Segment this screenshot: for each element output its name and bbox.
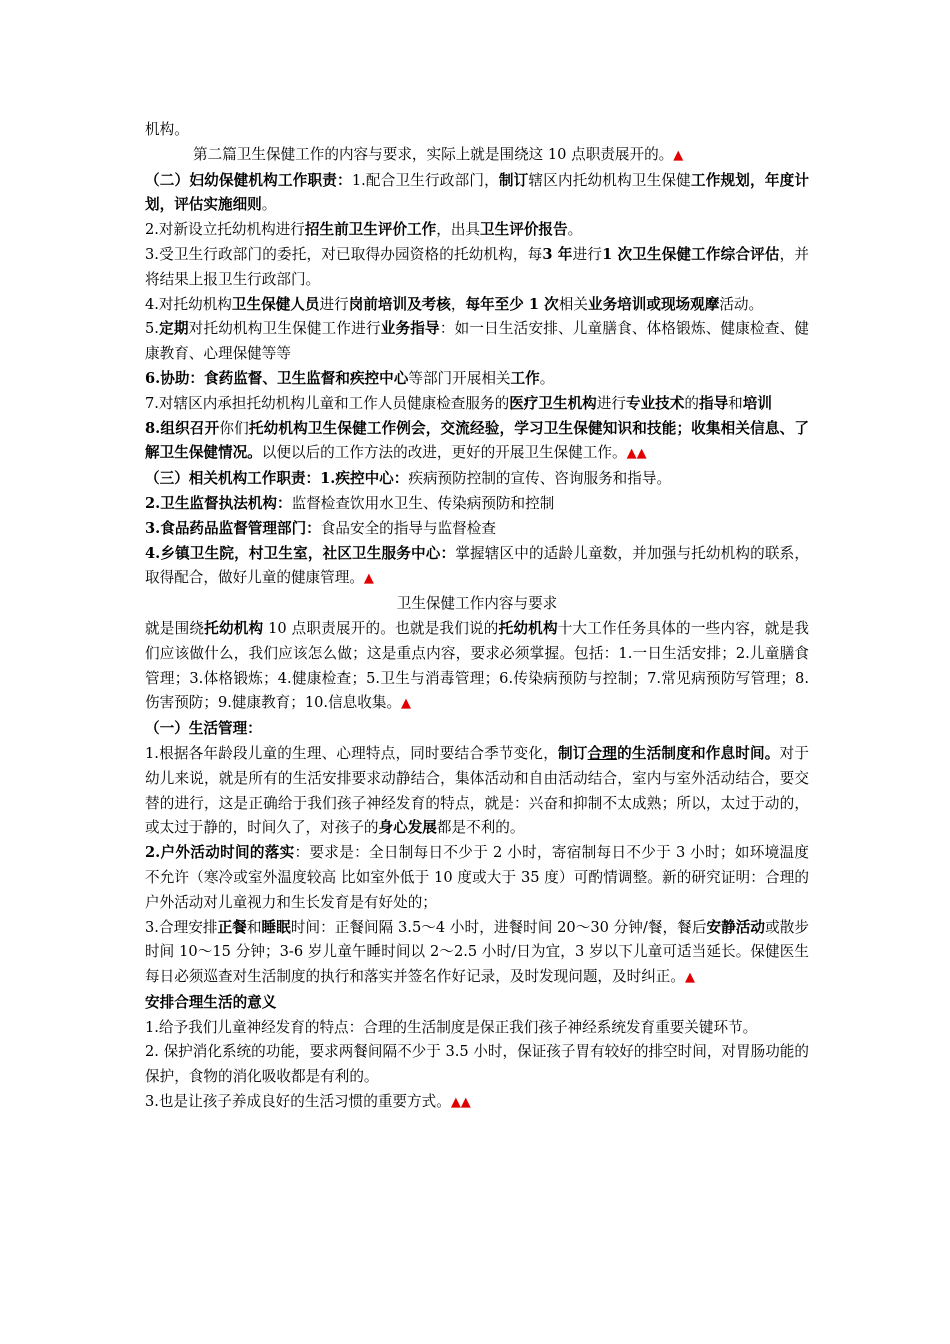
meaning-heading: 安排合理生活的意义: [145, 993, 277, 1011]
meaning-paragraph-1: 1.给予我们儿童神经发育的特点：合理的生活制度是保正我们孩子神经系统发育重要关键环节。: [145, 1018, 758, 1036]
life-paragraph-1: 1.根据各年龄段儿童的生理、心理特点，同时要结合季节变化，制订合理的生活制度和作息时间。对于幼儿来说，就是所有的生活安排要求动静结合，集体活动和自由活动结合，室内与室外活动结合，要交替的进行，这是正确给于我们孩子神经发育的特点，就是：兴奋和抑制不太成熟；所以，太过于动的，或太过于静的，时间久了，对孩子的身心发展都是不利的。: [145, 744, 809, 837]
section-heading: （二）妇幼保健机构工作职责：: [145, 171, 352, 189]
red-triangle-icon: ▲▲: [450, 1095, 471, 1111]
document-page: [145, 118, 809, 1116]
sec2-item5: 5.定期对托幼机构卫生保健工作进行业务指导：如一日生活安排、儿童膳食、体格锻炼、健康检查、健康教育、心理保健等等: [145, 320, 809, 363]
red-triangle-icon: ▲: [401, 696, 412, 712]
life-heading: （一）生活管理：: [145, 720, 262, 738]
red-triangle-icon: ▲: [684, 970, 695, 986]
meaning-paragraph-3: 3.也是让孩子养成良好的生活习惯的重要方式。▲▲: [145, 1093, 471, 1111]
paragraph-line1: 第二篇卫生保健工作的内容与要求，实际上就是围绕这 10 点职责展开的。▲: [193, 145, 684, 163]
red-triangle-icon: ▲: [363, 571, 374, 587]
meaning-paragraph-2: 2. 保护消化系统的功能，要求两餐间隔不少于 3.5 小时，保证孩子胃有较好的排空时间，对胃肠功能的保护，食物的消化吸收都是有利的。: [145, 1043, 809, 1086]
life-paragraph-2: 2.户外活动时间的落实：要求是：全日制每日不少于 2 小时，寄宿制每日不少于 3 小时；如环境温度不允许（寒冷或室外温度较高 比如室外低于 10 度或大于 35 度）可酌情调整。新的研究证明：合理的户外活动对儿童视力和生长发育是有好处的；: [145, 844, 809, 911]
sec2-item6: 6.协助：食药监督、卫生监督和疾控中心等部门开展相关工作。: [145, 369, 555, 387]
sec2-item8: 8.组织召开你们托幼机构卫生保健工作例会，交流经验，学习卫生保健知识和技能；收集相关信息、了解卫生保健情况。以便以后的工作方法的改进，更好的开展卫生保健工作。▲▲: [145, 419, 809, 462]
sec3-item1: （三）相关机构工作职责：1.疾控中心：疾病预防控制的宣传、咨询服务和指导。: [145, 470, 672, 488]
sec3-item4: 4.乡镇卫生院，村卫生室，社区卫生服务中心：掌握辖区中的适龄儿童数，并加强与托幼机构的联系，取得配合，做好儿童的健康管理。▲: [145, 544, 809, 587]
content-title: 卫生保健工作内容与要求: [396, 595, 558, 613]
sec2-item3: 3.受卫生行政部门的委托，对已取得办园资格的托幼机构，每3 年进行1 次卫生保健工作综合评估，并将结果上报卫生行政部门。: [145, 245, 809, 288]
sec2-item2: 2.对新设立托幼机构进行招生前卫生评价工作，出具卫生评价报告。: [145, 221, 583, 239]
sec3-item2: 2.卫生监督执法机构：监督检查饮用水卫生、传染病预防和控制: [145, 494, 555, 512]
section-heading: （三）相关机构工作职责：: [145, 470, 321, 488]
sec2-item1: （二）妇幼保健机构工作职责：1.配合卫生行政部门，制订辖区内托幼机构卫生保健工作规划，年度计划，评估实施细则。: [145, 171, 809, 214]
red-triangle-icon: ▲▲: [626, 446, 647, 462]
sec2-item7: 7.对辖区内承担托幼机构儿童和工作人员健康检查服务的医疗卫生机构进行专业技术的指导和培训: [145, 394, 772, 412]
life-paragraph-3: 3.合理安排正餐和睡眠时间：正餐间隔 3.5～4 小时，进餐时间 20～30 分钟/餐，餐后安静活动或散步时间 10～15 分钟；3-6 岁儿童午睡时间以 2～2.5 小时/日为宜，3 岁以下儿童可适当延长。保健医生每日必须巡查对生活制度的执行和落实并签名作好记录，及时发现问题，及时纠正。▲: [145, 918, 809, 986]
sec3-item3: 3.食品药品监督管理部门：食品安全的指导与监督检查: [145, 519, 496, 537]
sec2-item4: 4.对托幼机构卫生保健人员进行岗前培训及考核，每年至少 1 次相关业务培训或现场观摩活动。: [145, 295, 764, 313]
intro-paragraph: 就是围绕托幼机构 10 点职责展开的。也就是我们说的托幼机构十大工作任务具体的一些内容，就是我们应该做什么，我们应该怎么做；这是重点内容，要求必须掌握。包括：1.一日生活安排；2.儿童膳食管理；3.体格锻炼；4.健康检查；5.卫生与消毒管理；6.传染病预防与控制；7.常见病预防写管理；8.伤害预防；9.健康教育；10.信息收集。▲: [145, 619, 809, 712]
paragraph-line0: 机构。: [145, 121, 189, 138]
red-triangle-icon: ▲: [673, 147, 684, 163]
